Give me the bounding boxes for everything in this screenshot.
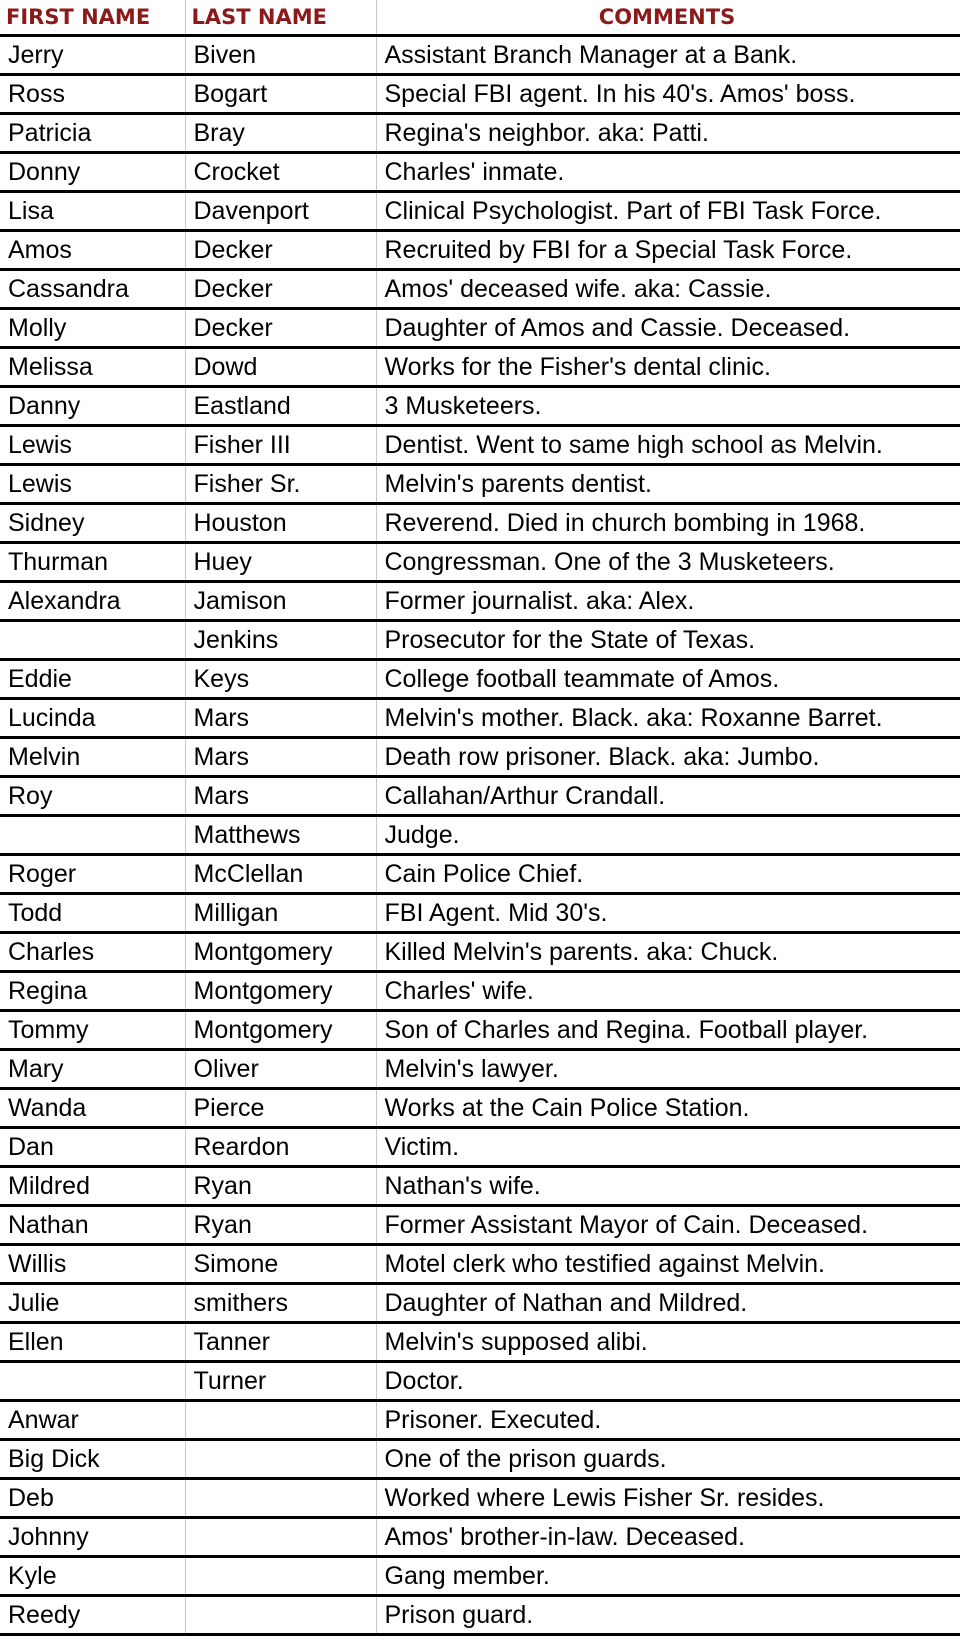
first-name-cell: Lucinda bbox=[0, 699, 185, 738]
comment-cell: Melvin's mother. Black. aka: Roxanne Barret. bbox=[376, 699, 960, 738]
comment-cell: Daughter of Nathan and Mildred. bbox=[376, 1284, 960, 1323]
comment-cell: Amos' deceased wife. aka: Cassie. bbox=[376, 270, 960, 309]
table-row bbox=[0, 465, 960, 504]
first-name-cell: Sidney bbox=[0, 504, 185, 543]
first-name-cell: Eddie bbox=[0, 660, 185, 699]
table-row bbox=[0, 1479, 960, 1518]
first-name-cell: Anwar bbox=[0, 1401, 185, 1440]
last-name-cell: Ryan bbox=[185, 1206, 376, 1245]
table-row bbox=[0, 1050, 960, 1089]
last-name-cell: Mars bbox=[185, 738, 376, 777]
table-row bbox=[0, 192, 960, 231]
first-name-cell: Deb bbox=[0, 1479, 185, 1518]
last-name-cell: Montgomery bbox=[185, 1011, 376, 1050]
comment-cell: Judge. bbox=[376, 816, 960, 855]
table-row bbox=[0, 504, 960, 543]
comment-cell: Victim. bbox=[376, 1128, 960, 1167]
comment-cell: Regina's neighbor. aka: Patti. bbox=[376, 114, 960, 153]
comment-cell: One of the prison guards. bbox=[376, 1440, 960, 1479]
table-row bbox=[0, 894, 960, 933]
table-row bbox=[0, 1089, 960, 1128]
table-row bbox=[0, 543, 960, 582]
last-name-cell: Crocket bbox=[185, 153, 376, 192]
first-name-cell bbox=[0, 1362, 185, 1401]
last-name-cell bbox=[185, 1596, 376, 1635]
first-name-cell: Molly bbox=[0, 309, 185, 348]
table-row bbox=[0, 348, 960, 387]
column-header-comments: COMMENTS bbox=[376, 0, 960, 36]
table-row bbox=[0, 1011, 960, 1050]
comment-cell: Prison guard. bbox=[376, 1596, 960, 1635]
table-row bbox=[0, 1440, 960, 1479]
last-name-cell bbox=[185, 1479, 376, 1518]
first-name-cell: Julie bbox=[0, 1284, 185, 1323]
first-name-cell: Danny bbox=[0, 387, 185, 426]
table-row bbox=[0, 1518, 960, 1557]
last-name-cell: Decker bbox=[185, 309, 376, 348]
first-name-cell: Nathan bbox=[0, 1206, 185, 1245]
first-name-cell: Reedy bbox=[0, 1596, 185, 1635]
first-name-cell: Jerry bbox=[0, 36, 185, 75]
first-name-cell: Charles bbox=[0, 933, 185, 972]
table-row bbox=[0, 387, 960, 426]
table-row bbox=[0, 1323, 960, 1362]
table-row bbox=[0, 1596, 960, 1635]
first-name-cell: Melvin bbox=[0, 738, 185, 777]
table-row bbox=[0, 660, 960, 699]
table-row bbox=[0, 816, 960, 855]
comment-cell: Prosecutor for the State of Texas. bbox=[376, 621, 960, 660]
comment-cell: Dentist. Went to same high school as Melvin. bbox=[376, 426, 960, 465]
comment-cell: Callahan/Arthur Crandall. bbox=[376, 777, 960, 816]
last-name-cell: Fisher Sr. bbox=[185, 465, 376, 504]
first-name-cell: Tommy bbox=[0, 1011, 185, 1050]
table-body bbox=[0, 36, 960, 1635]
first-name-cell: Thurman bbox=[0, 543, 185, 582]
last-name-cell: Davenport bbox=[185, 192, 376, 231]
table-row bbox=[0, 114, 960, 153]
comment-cell: Gang member. bbox=[376, 1557, 960, 1596]
comment-cell: Motel clerk who testified against Melvin. bbox=[376, 1245, 960, 1284]
last-name-cell: Houston bbox=[185, 504, 376, 543]
first-name-cell: Dan bbox=[0, 1128, 185, 1167]
table-row bbox=[0, 75, 960, 114]
table-row bbox=[0, 972, 960, 1011]
comment-cell: Former journalist. aka: Alex. bbox=[376, 582, 960, 621]
table-row bbox=[0, 621, 960, 660]
table-row bbox=[0, 933, 960, 972]
last-name-cell: Decker bbox=[185, 231, 376, 270]
last-name-cell: Mars bbox=[185, 777, 376, 816]
last-name-cell bbox=[185, 1557, 376, 1596]
column-header-last-name: LAST NAME bbox=[185, 0, 376, 36]
last-name-cell: Bogart bbox=[185, 75, 376, 114]
first-name-cell: Ross bbox=[0, 75, 185, 114]
table-row bbox=[0, 36, 960, 75]
comment-cell: Special FBI agent. In his 40's. Amos' boss. bbox=[376, 75, 960, 114]
first-name-cell: Patricia bbox=[0, 114, 185, 153]
first-name-cell bbox=[0, 621, 185, 660]
last-name-cell: Simone bbox=[185, 1245, 376, 1284]
comment-cell: Melvin's parents dentist. bbox=[376, 465, 960, 504]
comment-cell: Congressman. One of the 3 Musketeers. bbox=[376, 543, 960, 582]
first-name-cell: Regina bbox=[0, 972, 185, 1011]
last-name-cell: Huey bbox=[185, 543, 376, 582]
last-name-cell: Bray bbox=[185, 114, 376, 153]
comment-cell: Melvin's lawyer. bbox=[376, 1050, 960, 1089]
last-name-cell: Pierce bbox=[185, 1089, 376, 1128]
last-name-cell: Reardon bbox=[185, 1128, 376, 1167]
table-row bbox=[0, 1284, 960, 1323]
last-name-cell: Ryan bbox=[185, 1167, 376, 1206]
first-name-cell: Alexandra bbox=[0, 582, 185, 621]
last-name-cell: Milligan bbox=[185, 894, 376, 933]
table-row bbox=[0, 426, 960, 465]
last-name-cell: Eastland bbox=[185, 387, 376, 426]
table-row bbox=[0, 699, 960, 738]
first-name-cell: Cassandra bbox=[0, 270, 185, 309]
last-name-cell: Jamison bbox=[185, 582, 376, 621]
comment-cell: Charles' wife. bbox=[376, 972, 960, 1011]
comment-cell: College football teammate of Amos. bbox=[376, 660, 960, 699]
first-name-cell: Kyle bbox=[0, 1557, 185, 1596]
comment-cell: Works for the Fisher's dental clinic. bbox=[376, 348, 960, 387]
first-name-cell: Lewis bbox=[0, 465, 185, 504]
comment-cell: Nathan's wife. bbox=[376, 1167, 960, 1206]
last-name-cell: McClellan bbox=[185, 855, 376, 894]
comment-cell: Charles' inmate. bbox=[376, 153, 960, 192]
last-name-cell: Tanner bbox=[185, 1323, 376, 1362]
first-name-cell: Melissa bbox=[0, 348, 185, 387]
comment-cell: Prisoner. Executed. bbox=[376, 1401, 960, 1440]
table-row bbox=[0, 309, 960, 348]
first-name-cell: Willis bbox=[0, 1245, 185, 1284]
table-row bbox=[0, 270, 960, 309]
last-name-cell bbox=[185, 1440, 376, 1479]
last-name-cell: Turner bbox=[185, 1362, 376, 1401]
first-name-cell: Mildred bbox=[0, 1167, 185, 1206]
first-name-cell: Lisa bbox=[0, 192, 185, 231]
comment-cell: Clinical Psychologist. Part of FBI Task Force. bbox=[376, 192, 960, 231]
comment-cell: Amos' brother-in-law. Deceased. bbox=[376, 1518, 960, 1557]
table-row bbox=[0, 231, 960, 270]
table-row bbox=[0, 1206, 960, 1245]
first-name-cell: Roger bbox=[0, 855, 185, 894]
last-name-cell: Keys bbox=[185, 660, 376, 699]
comment-cell: Son of Charles and Regina. Football player. bbox=[376, 1011, 960, 1050]
comment-cell: Assistant Branch Manager at a Bank. bbox=[376, 36, 960, 75]
last-name-cell: Jenkins bbox=[185, 621, 376, 660]
table-row bbox=[0, 1362, 960, 1401]
comment-cell: Death row prisoner. Black. aka: Jumbo. bbox=[376, 738, 960, 777]
comment-cell: FBI Agent. Mid 30's. bbox=[376, 894, 960, 933]
comment-cell: Former Assistant Mayor of Cain. Deceased. bbox=[376, 1206, 960, 1245]
table-row bbox=[0, 855, 960, 894]
first-name-cell: Mary bbox=[0, 1050, 185, 1089]
comment-cell: Works at the Cain Police Station. bbox=[376, 1089, 960, 1128]
comment-cell: Reverend. Died in church bombing in 1968. bbox=[376, 504, 960, 543]
first-name-cell: Wanda bbox=[0, 1089, 185, 1128]
first-name-cell: Lewis bbox=[0, 426, 185, 465]
last-name-cell: Dowd bbox=[185, 348, 376, 387]
table-row bbox=[0, 777, 960, 816]
last-name-cell: Biven bbox=[185, 36, 376, 75]
last-name-cell: Montgomery bbox=[185, 972, 376, 1011]
first-name-cell: Johnny bbox=[0, 1518, 185, 1557]
table-row bbox=[0, 1245, 960, 1284]
last-name-cell: Fisher III bbox=[185, 426, 376, 465]
table-row bbox=[0, 582, 960, 621]
last-name-cell: Matthews bbox=[185, 816, 376, 855]
comment-cell: 3 Musketeers. bbox=[376, 387, 960, 426]
column-header-first-name: FIRST NAME bbox=[0, 0, 185, 36]
first-name-cell: Roy bbox=[0, 777, 185, 816]
first-name-cell: Donny bbox=[0, 153, 185, 192]
last-name-cell bbox=[185, 1518, 376, 1557]
last-name-cell: Decker bbox=[185, 270, 376, 309]
comment-cell: Worked where Lewis Fisher Sr. resides. bbox=[376, 1479, 960, 1518]
last-name-cell: Oliver bbox=[185, 1050, 376, 1089]
last-name-cell bbox=[185, 1401, 376, 1440]
table-row bbox=[0, 738, 960, 777]
table-row bbox=[0, 1401, 960, 1440]
table-row bbox=[0, 153, 960, 192]
table-row bbox=[0, 1128, 960, 1167]
first-name-cell: Amos bbox=[0, 231, 185, 270]
comment-cell: Cain Police Chief. bbox=[376, 855, 960, 894]
comment-cell: Recruited by FBI for a Special Task Force. bbox=[376, 231, 960, 270]
first-name-cell: Ellen bbox=[0, 1323, 185, 1362]
last-name-cell: smithers bbox=[185, 1284, 376, 1323]
comment-cell: Killed Melvin's parents. aka: Chuck. bbox=[376, 933, 960, 972]
first-name-cell bbox=[0, 816, 185, 855]
table-row bbox=[0, 1557, 960, 1596]
comment-cell: Daughter of Amos and Cassie. Deceased. bbox=[376, 309, 960, 348]
last-name-cell: Mars bbox=[185, 699, 376, 738]
comment-cell: Doctor. bbox=[376, 1362, 960, 1401]
last-name-cell: Montgomery bbox=[185, 933, 376, 972]
table-row bbox=[0, 1167, 960, 1206]
header-row bbox=[0, 0, 960, 36]
first-name-cell: Todd bbox=[0, 894, 185, 933]
first-name-cell: Big Dick bbox=[0, 1440, 185, 1479]
comment-cell: Melvin's supposed alibi. bbox=[376, 1323, 960, 1362]
